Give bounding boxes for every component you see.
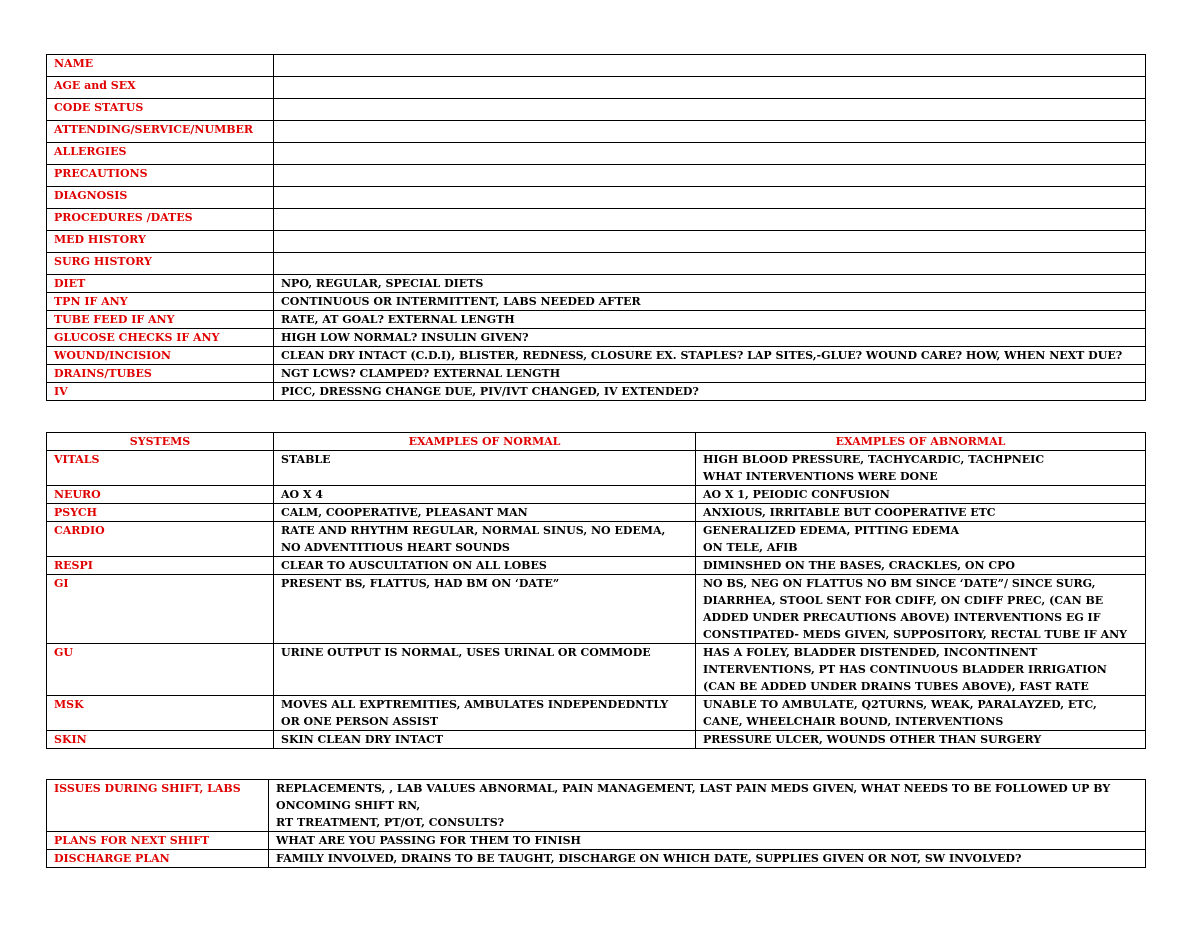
- abnormal-example: AO X 1, PEIODIC CONFUSION: [696, 486, 1146, 504]
- abnormal-example: NO BS, NEG ON FLATTUS NO BM SINCE ‘DATE”/ SINCE SURG, DIARRHEA, STOOL SENT FOR CDIFF, ON CDIFF PREC, (CAN BE ADDED UNDER PRECAUTIONS ABOVE) INTERVENTIONS EG IF CONSTIPATED- MEDS GIVEN, SUPPOSITORY, RECTAL TUBE IF ANY: [696, 575, 1146, 644]
- table-header-row: [47, 433, 1146, 451]
- normal-example: SKIN CLEAN DRY INTACT: [274, 731, 696, 749]
- allergies-label: ALLERGIES: [47, 143, 274, 165]
- system-name: VITALS: [47, 451, 274, 486]
- tube-feed-value: RATE, AT GOAL? EXTERNAL LENGTH: [274, 311, 1146, 329]
- normal-example: CLEAR TO AUSCULTATION ON ALL LOBES: [274, 557, 696, 575]
- normal-example: PRESENT BS, FLATTUS, HAD BM ON ‘DATE”: [274, 575, 696, 644]
- precautions-value[interactable]: [274, 165, 1146, 187]
- issues-label: ISSUES DURING SHIFT, LABS: [47, 780, 269, 832]
- normal-example: MOVES ALL EXPTREMITIES, AMBULATES INDEPENDEDNTLY OR ONE PERSON ASSIST: [274, 696, 696, 731]
- diagnosis-value[interactable]: [274, 187, 1146, 209]
- plans-label: PLANS FOR NEXT SHIFT: [47, 832, 269, 850]
- abnormal-example: GENERALIZED EDEMA, PITTING EDEMA ON TELE, AFIB: [696, 522, 1146, 557]
- diet-label: DIET: [47, 275, 274, 293]
- table-row: [47, 557, 1146, 575]
- surg-history-label: SURG HISTORY: [47, 253, 274, 275]
- normal-example: RATE AND RHYTHM REGULAR, NORMAL SINUS, NO EDEMA, NO ADVENTITIOUS HEART SOUNDS: [274, 522, 696, 557]
- table-row: [47, 644, 1146, 696]
- diagnosis-label: DIAGNOSIS: [47, 187, 274, 209]
- systems-table: [46, 432, 1146, 749]
- tpn-label: TPN IF ANY: [47, 293, 274, 311]
- table-row: [47, 347, 1146, 365]
- table-row: [47, 231, 1146, 253]
- table-row: [47, 275, 1146, 293]
- table-row: [47, 329, 1146, 347]
- table-row: [47, 187, 1146, 209]
- iv-value: PICC, DRESSNG CHANGE DUE, PIV/IVT CHANGED, IV EXTENDED?: [274, 383, 1146, 401]
- table-row: [47, 832, 1146, 850]
- table-row: [47, 209, 1146, 231]
- table-row: [47, 165, 1146, 187]
- wound-label: WOUND/INCISION: [47, 347, 274, 365]
- age-sex-label: AGE and SEX: [47, 77, 274, 99]
- tube-feed-label: TUBE FEED IF ANY: [47, 311, 274, 329]
- table-row: [47, 486, 1146, 504]
- table-row: [47, 850, 1146, 868]
- code-status-value[interactable]: [274, 99, 1146, 121]
- glucose-label: GLUCOSE CHECKS IF ANY: [47, 329, 274, 347]
- table-row: [47, 504, 1146, 522]
- issues-value: REPLACEMENTS, , LAB VALUES ABNORMAL, PAIN MANAGEMENT, LAST PAIN MEDS GIVEN, WHAT NEEDS TO BE FOLLOWED UP BY ONCOMING SHIFT RN, RT TREATMENT, PT/OT, CONSULTS?: [269, 780, 1146, 832]
- table-row: [47, 55, 1146, 77]
- diet-value: NPO, REGULAR, SPECIAL DIETS: [274, 275, 1146, 293]
- normal-header: EXAMPLES OF NORMAL: [274, 433, 696, 451]
- system-name: GI: [47, 575, 274, 644]
- system-name: MSK: [47, 696, 274, 731]
- table-row: [47, 365, 1146, 383]
- surg-history-value[interactable]: [274, 253, 1146, 275]
- abnormal-example: PRESSURE ULCER, WOUNDS OTHER THAN SURGERY: [696, 731, 1146, 749]
- age-sex-value[interactable]: [274, 77, 1146, 99]
- plans-value: WHAT ARE YOU PASSING FOR THEM TO FINISH: [269, 832, 1146, 850]
- abnormal-example: ANXIOUS, IRRITABLE BUT COOPERATIVE ETC: [696, 504, 1146, 522]
- med-history-label: MED HISTORY: [47, 231, 274, 253]
- abnormal-example: DIMINSHED ON THE BASES, CRACKLES, ON CPO: [696, 557, 1146, 575]
- table-row: [47, 311, 1146, 329]
- table-row: [47, 99, 1146, 121]
- system-name: SKIN: [47, 731, 274, 749]
- drains-value: NGT LCWS? CLAMPED? EXTERNAL LENGTH: [274, 365, 1146, 383]
- table-row: [47, 77, 1146, 99]
- abnormal-example: HIGH BLOOD PRESSURE, TACHYCARDIC, TACHPNEIC WHAT INTERVENTIONS WERE DONE: [696, 451, 1146, 486]
- attending-value[interactable]: [274, 121, 1146, 143]
- name-label: NAME: [47, 55, 274, 77]
- abnormal-example: HAS A FOLEY, BLADDER DISTENDED, INCONTINENT INTERVENTIONS, PT HAS CONTINUOUS BLADDER IRRIGATION (CAN BE ADDED UNDER DRAINS TUBES ABOVE), FAST RATE: [696, 644, 1146, 696]
- table-row: [47, 121, 1146, 143]
- table-row: [47, 731, 1146, 749]
- table-row: [47, 696, 1146, 731]
- name-value[interactable]: [274, 55, 1146, 77]
- procedures-label: PROCEDURES /DATES: [47, 209, 274, 231]
- normal-example: CALM, COOPERATIVE, PLEASANT MAN: [274, 504, 696, 522]
- systems-header: SYSTEMS: [47, 433, 274, 451]
- normal-example: URINE OUTPUT IS NORMAL, USES URINAL OR COMMODE: [274, 644, 696, 696]
- patient-info-table: [46, 54, 1146, 401]
- normal-example: STABLE: [274, 451, 696, 486]
- system-name: GU: [47, 644, 274, 696]
- table-row: [47, 253, 1146, 275]
- drains-label: DRAINS/TUBES: [47, 365, 274, 383]
- discharge-value: FAMILY INVOLVED, DRAINS TO BE TAUGHT, DISCHARGE ON WHICH DATE, SUPPLIES GIVEN OR NOT, SW INVOLVED?: [269, 850, 1146, 868]
- med-history-value[interactable]: [274, 231, 1146, 253]
- table-row: [47, 451, 1146, 486]
- shift-table: [46, 779, 1146, 868]
- abnormal-example: UNABLE TO AMBULATE, Q2TURNS, WEAK, PARALAYZED, ETC, CANE, WHEELCHAIR BOUND, INTERVENTIONS: [696, 696, 1146, 731]
- normal-example: AO X 4: [274, 486, 696, 504]
- tpn-value: CONTINUOUS OR INTERMITTENT, LABS NEEDED AFTER: [274, 293, 1146, 311]
- code-status-label: CODE STATUS: [47, 99, 274, 121]
- attending-label: ATTENDING/SERVICE/NUMBER: [47, 121, 274, 143]
- wound-value: CLEAN DRY INTACT (C.D.I), BLISTER, REDNESS, CLOSURE EX. STAPLES? LAP SITES,-GLUE? WOUND CARE? HOW, WHEN NEXT DUE?: [274, 347, 1146, 365]
- table-row: [47, 522, 1146, 557]
- discharge-label: DISCHARGE PLAN: [47, 850, 269, 868]
- precautions-label: PRECAUTIONS: [47, 165, 274, 187]
- table-row: [47, 383, 1146, 401]
- abnormal-header: EXAMPLES OF ABNORMAL: [696, 433, 1146, 451]
- allergies-value[interactable]: [274, 143, 1146, 165]
- table-row: [47, 575, 1146, 644]
- glucose-value: HIGH LOW NORMAL? INSULIN GIVEN?: [274, 329, 1146, 347]
- table-row: [47, 293, 1146, 311]
- system-name: RESPI: [47, 557, 274, 575]
- system-name: NEURO: [47, 486, 274, 504]
- table-row: [47, 780, 1146, 832]
- system-name: PSYCH: [47, 504, 274, 522]
- iv-label: IV: [47, 383, 274, 401]
- table-row: [47, 143, 1146, 165]
- system-name: CARDIO: [47, 522, 274, 557]
- procedures-value[interactable]: [274, 209, 1146, 231]
